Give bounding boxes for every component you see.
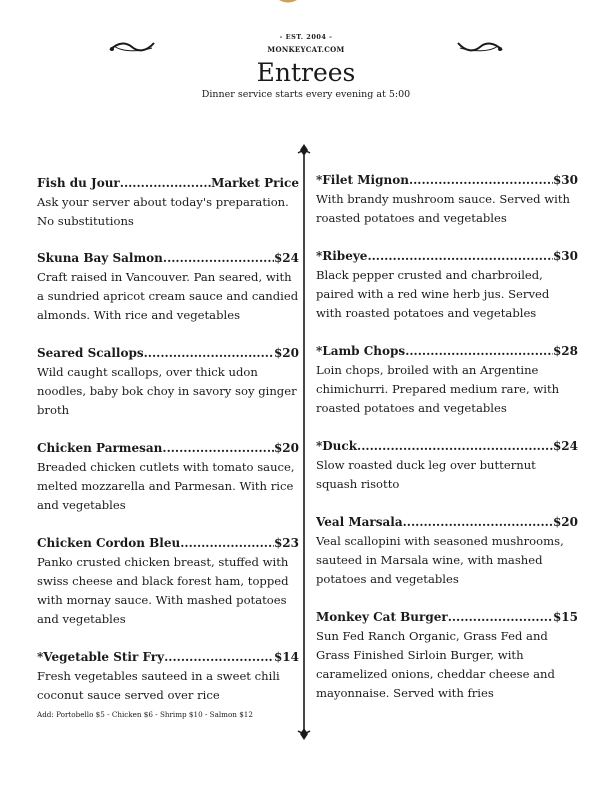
menu-item (316, 514, 578, 589)
item-price: $20 (552, 515, 578, 529)
page-subtitle: Dinner service starts every evening at 5:00 (201, 89, 411, 100)
item-price: $20 (273, 441, 299, 455)
menu-item (316, 609, 578, 703)
menu-item (316, 172, 578, 228)
menu-item (316, 438, 578, 494)
menu-item (37, 440, 299, 515)
menu-item (37, 649, 299, 705)
flourish-right-icon (456, 40, 504, 54)
item-price: $30 (552, 173, 578, 187)
item-name: Skuna Bay Salmon (37, 251, 163, 265)
page-title: Entrees (256, 58, 356, 87)
item-description: Sun Fed Ranch Organic, Grass Fed and Grass Finished Sirloin Burger, with caramelized onions, cheddar cheese and mayonnaise. Served with fries (316, 629, 555, 700)
flourish-left-icon (108, 40, 156, 54)
item-description: Wild caught scallops, over thick udon noodles, baby bok choy in savory soy ginger broth (37, 365, 297, 417)
item-price: $24 (273, 251, 299, 265)
item-name: Monkey Cat Burger (316, 610, 448, 624)
item-price: $30 (552, 249, 578, 263)
item-description: Veal scallopini with seasoned mushrooms, sauteed in Marsala wine, with mashed potatoes and vegetables (316, 534, 564, 586)
menu-item (37, 535, 299, 629)
item-description: Black pepper crusted and charbroiled, paired with a red wine herb jus. Served with roasted potatoes and vegetables (316, 268, 550, 320)
item-name: Fish du Jour (37, 176, 120, 190)
item-description: Craft raised in Vancouver. Pan seared, with a sundried apricot cream sauce and candied almonds. With rice and vegetables (37, 270, 299, 322)
item-description: Ask your server about today's preparation. No substitutions (37, 195, 289, 228)
item-description: Breaded chicken cutlets with tomato sauce, melted mozzarella and Parmesan. With rice and vegetables (37, 460, 295, 512)
item-price: $23 (273, 536, 299, 550)
item-description: With brandy mushroom sauce. Served with roasted potatoes and vegetables (316, 192, 570, 225)
item-name: Seared Scallops (37, 346, 144, 360)
fleur-divider-icon (297, 144, 311, 740)
item-price: $15 (552, 610, 578, 624)
item-description: Slow roasted duck leg over butternut squash risotto (316, 458, 536, 491)
item-price: Market Price (211, 176, 299, 190)
item-description: Fresh vegetables sauteed in a sweet chili coconut sauce served over rice (37, 669, 280, 702)
menu-item (316, 248, 578, 323)
item-price: $24 (552, 439, 578, 453)
item-name: Chicken Parmesan (37, 441, 163, 455)
menu-item (316, 343, 578, 418)
menu-item (37, 345, 299, 420)
item-price: $14 (273, 650, 299, 664)
item-name: Veal Marsala (316, 515, 403, 529)
item-name: *Lamb Chops (316, 344, 406, 358)
item-description: Loin chops, broiled with an Argentine chimichurri. Prepared medium rare, with roasted potatoes and vegetables (316, 363, 560, 415)
menu-item (37, 250, 299, 325)
item-name: *Filet Mignon (316, 173, 409, 187)
established-text: - EST. 2004 - (279, 33, 333, 41)
item-description: Panko crusted chicken breast, stuffed with swiss cheese and black forest ham, topped with mornay sauce. With mashed potatoes and vegetables (37, 555, 289, 626)
item-name: Chicken Cordon Bleu (37, 536, 181, 550)
item-name: *Vegetable Stir Fry (37, 650, 165, 664)
logo-icon (266, 0, 310, 8)
menu-item (37, 175, 299, 231)
item-price: $28 (552, 344, 578, 358)
item-price: $20 (273, 346, 299, 360)
item-name: *Duck (316, 439, 358, 453)
add-ons-note: Add: Portobello $5 - Chicken $6 - Shrimp $10 - Salmon $12 (37, 710, 253, 719)
website-text: MONKEYCAT.COM (267, 45, 345, 54)
item-name: *Ribeye (316, 249, 368, 263)
